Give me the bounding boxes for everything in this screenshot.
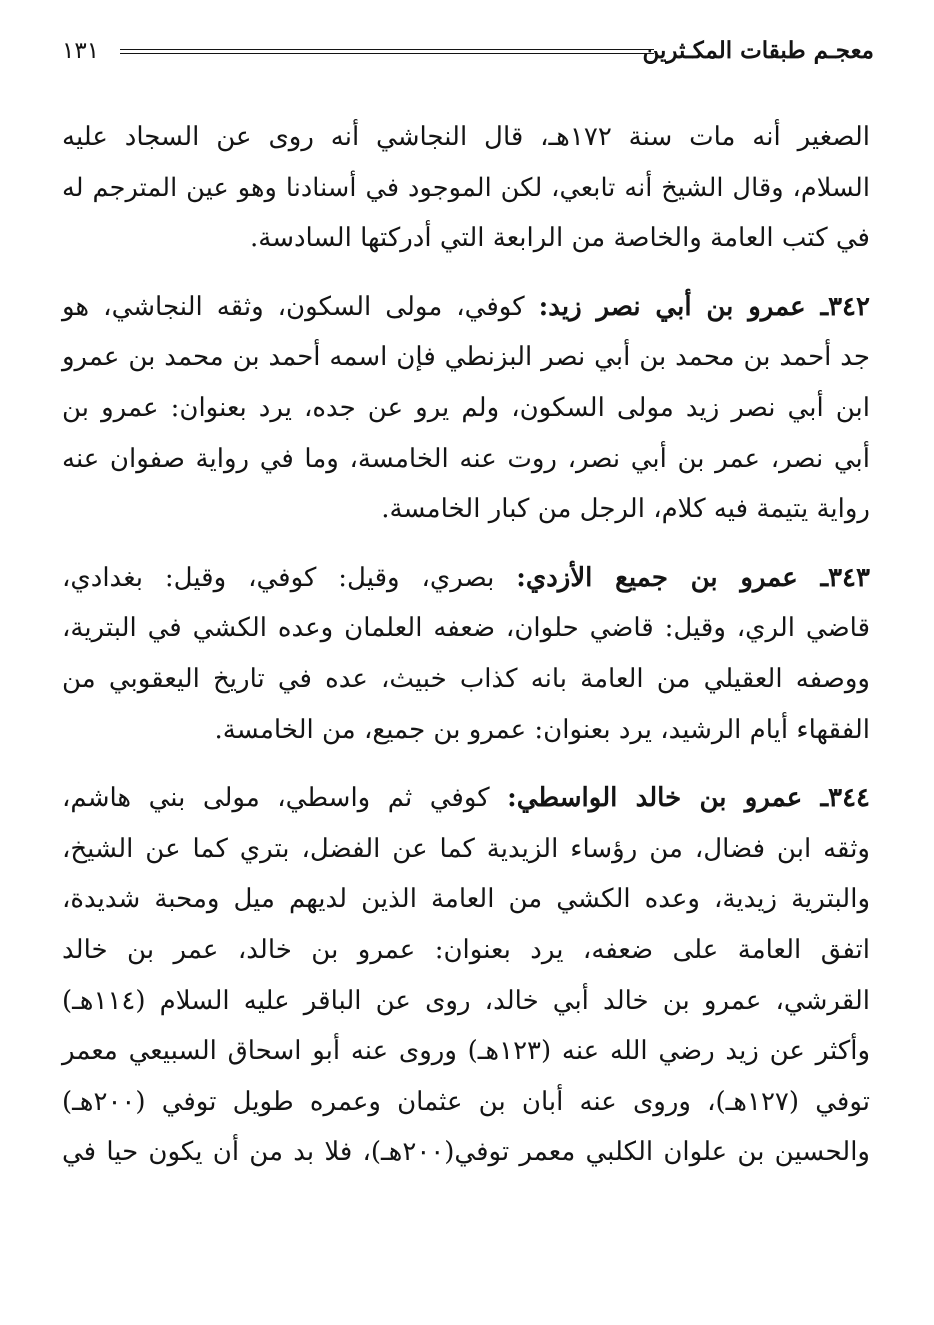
book-title: معجـم طبقات المكـثرين [642, 37, 874, 64]
entry-heading: ٣٤٤ـ عمرو بن خالد الواسطي: [507, 783, 871, 814]
text-line: والحسين بن علوان الكلبي معمر توفي(٢٠٠هـ)، فلا بد من أن يكون حيا في [62, 1137, 870, 1168]
text-line: ابن أبي نصر زيد مولى السكون، ولم يرو عن جده، يرد بعنوان: عمرو بن [62, 392, 870, 423]
text-line: السلام، وقال الشيخ أنه تابعي، لكن الموجود في أسنادنا وهو عين المترجم له [62, 172, 870, 203]
header-rule [120, 49, 654, 54]
entry-heading: ٣٤٢ـ عمرو بن أبي نصر زيد: [538, 291, 870, 322]
entry-344 [62, 773, 870, 1178]
text-line: والبترية زيدية، وعده الكشي من العامة الذين لديهم ميل ومحبة شديدة، [62, 884, 870, 915]
entry-heading: ٣٤٣ـ عمرو بن جميع الأزدي: [516, 562, 870, 593]
text-line [62, 773, 870, 824]
body-text [62, 112, 870, 1178]
text-line [62, 553, 870, 604]
entry-text: كوفي ثم واسطي، مولى بني هاشم، [62, 783, 508, 814]
page-number: ١٣١ [62, 38, 100, 64]
text-line: وأكثر عن زيد رضي الله عنه (١٢٣هـ) وروى عنه أبو اسحاق السبيعي معمر [62, 1036, 870, 1067]
text-line [62, 282, 870, 333]
text-line: القرشي، عمرو بن خالد أبي خالد، روى عن الباقر عليه السلام (١١٤هـ) [62, 985, 870, 1016]
entry-text: كوفي، مولى السكون، وثقه النجاشي، هو [62, 291, 539, 322]
text-line: قاضي الري، وقيل: قاضي حلوان، ضعفه العلمان وعده الكشي في البترية، [62, 613, 870, 644]
text-line: في كتب العامة والخاصة من الرابعة التي أدركتها السادسة. [249, 223, 870, 254]
text-line: توفي (١٢٧هـ)، وروى عنه أبان بن عثمان وعمره طويل توفي (٢٠٠هـ) [62, 1086, 870, 1117]
text-line: أبي نصر، عمر بن أبي نصر، روت عنه الخامسة، وما في رواية صفوان عنه [62, 443, 870, 474]
text-line: الصغير أنه مات سنة ١٧٢هـ، قال النجاشي أنه روى عن السجاد عليه [62, 122, 870, 152]
entry-343 [62, 553, 870, 755]
entry-342 [62, 282, 870, 535]
paragraph [62, 112, 870, 264]
text-line: رواية يتيمة فيه كلام، الرجل من كبار الخامسة. [381, 494, 870, 525]
text-line: وثقه ابن فضال، من رؤساء الزيدية كما عن الفضل، بتري كما عن الشيخ، [62, 833, 870, 864]
text-line: الفقهاء أيام الرشيد، يرد بعنوان: عمرو بن جميع، من الخامسة. [214, 714, 870, 745]
text-line: جد أحمد بن محمد بن أبي نصر البزنطي فإن اسمه أحمد بن محمد بن عمرو [62, 342, 870, 373]
entry-text: بصري، وقيل: كوفي، وقيل: بغدادي، [62, 562, 517, 593]
text-line: اتفق العامة على ضعفه، يرد بعنوان: عمرو بن خالد، عمر بن خالد [62, 934, 870, 965]
page-header [62, 34, 874, 70]
text-line: ووصفه العقيلي من العامة بانه كذاب خبيث، عده في تاريخ اليعقوبي من [62, 663, 870, 694]
